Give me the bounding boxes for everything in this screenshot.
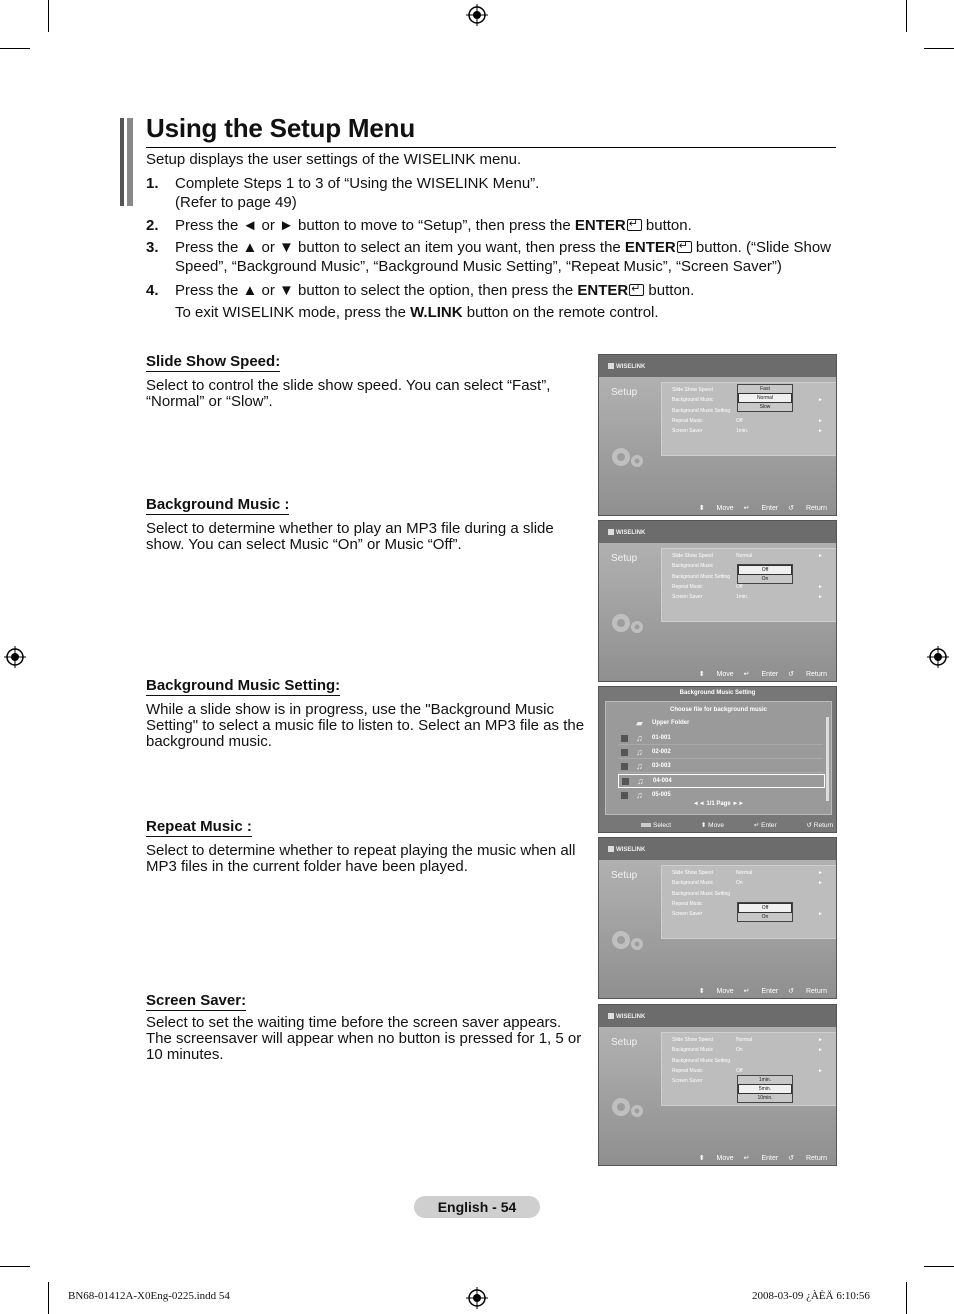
- setup-label: Setup: [611, 1037, 638, 1048]
- dropdown-option[interactable]: Off: [738, 565, 792, 575]
- crop-mark: [906, 0, 907, 32]
- move-label: Move: [716, 988, 734, 995]
- return-label: Return: [805, 671, 827, 678]
- option-dropdown[interactable]: [737, 1075, 793, 1103]
- enter-hint: ↵ Enter: [743, 988, 779, 995]
- file-row[interactable]: [618, 789, 823, 801]
- dropdown-option[interactable]: On: [761, 576, 769, 582]
- dropdown-option[interactable]: 10min.: [757, 1095, 773, 1101]
- menu-item-label: Slide Show Speed: [672, 553, 713, 559]
- wiselink-logo: WISELINK: [608, 363, 645, 370]
- step-number: 4.: [146, 282, 159, 299]
- move-label: Move: [716, 1155, 734, 1162]
- step-text: [175, 174, 539, 212]
- bgm-subtitle: Choose file for background music: [669, 707, 767, 713]
- enter-key: ENTER: [577, 282, 629, 299]
- menu-item-label: Repeat Music: [672, 1068, 703, 1074]
- menu-item-value: Normal: [736, 553, 753, 559]
- section-heading: Repeat Music :: [146, 818, 252, 835]
- crop-mark: [48, 1282, 49, 1314]
- page-indicator: ◄◄ 1/1 Page ►►: [692, 801, 745, 807]
- file-checkbox[interactable]: [621, 792, 628, 799]
- move-hint: ⬍ Move: [698, 671, 734, 678]
- setup-menu-panel: [661, 548, 837, 622]
- arrow-right-icon: ►: [818, 553, 823, 559]
- enter-key: ENTER: [574, 217, 626, 234]
- return-label: Return: [805, 988, 827, 995]
- select-button-icon: [641, 823, 651, 827]
- bgm-title: Background Music Setting: [679, 690, 756, 696]
- menu-item-label: Screen Saver: [672, 911, 703, 917]
- arrow-right-icon: ►: [818, 418, 823, 424]
- music-note-icon: ♫: [636, 790, 643, 800]
- file-row-selected[interactable]: [618, 774, 825, 788]
- menu-item-label: Repeat Music: [672, 418, 703, 424]
- bgm-setting-screen: [598, 686, 837, 833]
- file-checkbox[interactable]: [621, 749, 628, 756]
- dropdown-option[interactable]: Fast: [760, 386, 770, 392]
- music-note-icon: ♫: [636, 761, 643, 771]
- move-hint: ⬍ Move: [698, 1155, 734, 1162]
- setup-label: Setup: [611, 553, 638, 564]
- setup-screen-background-music: [598, 520, 837, 682]
- return-hint: ↺ Return: [788, 988, 827, 995]
- step-line: Complete Steps 1 to 3 of “Using the WISELINK Menu”.: [175, 175, 540, 192]
- bgm-file-panel: [605, 701, 832, 815]
- file-row[interactable]: [618, 732, 823, 745]
- section-heading: Slide Show Speed:: [146, 353, 281, 370]
- arrow-right-icon: ►: [818, 584, 823, 590]
- wiselink-logo: WISELINK: [608, 529, 645, 536]
- upper-folder-label: Upper Folder: [652, 720, 690, 726]
- menu-row[interactable]: [672, 428, 832, 434]
- upper-folder-row[interactable]: [618, 717, 823, 729]
- step-line: button.: [644, 282, 695, 299]
- title-rule: [146, 147, 836, 148]
- step-text: [175, 238, 835, 276]
- move-hint: ⬍ Move: [698, 988, 734, 995]
- crop-mark: [0, 1266, 30, 1267]
- step-line: (Refer to page 49): [175, 194, 297, 211]
- step-number: 1.: [146, 175, 159, 192]
- option-dropdown[interactable]: [737, 564, 793, 584]
- return-label: Return: [805, 505, 827, 512]
- crop-mark: [906, 1282, 907, 1314]
- crop-mark: [924, 48, 954, 49]
- menu-item-label: Background Music: [672, 563, 714, 569]
- move-hint: ⬍ Move: [698, 505, 734, 512]
- file-row[interactable]: [618, 746, 823, 759]
- enter-label: Enter: [761, 1155, 779, 1162]
- menu-row[interactable]: [672, 594, 832, 600]
- enter-icon: [629, 284, 644, 296]
- section-heading: Screen Saver:: [146, 992, 247, 1009]
- move-label: Move: [716, 671, 734, 678]
- arrow-right-icon: ►: [818, 594, 823, 600]
- enter-key: ENTER: [624, 239, 676, 256]
- enter-label: Enter: [761, 671, 779, 678]
- menu-item-label: Background Music: [672, 1047, 714, 1053]
- enter-hint: ↵ Enter: [743, 505, 779, 512]
- menu-row[interactable]: [672, 870, 832, 876]
- arrow-right-icon: ►: [818, 428, 823, 434]
- step-line: Press the ▲ or ▼ button to select the option, then press the: [175, 282, 578, 299]
- registration-mark-icon: [466, 1287, 488, 1309]
- music-note-icon: ♫: [636, 733, 643, 743]
- enter-hint: ↵ Enter: [743, 671, 779, 678]
- file-name: 01-001: [652, 735, 671, 741]
- file-name: 03-003: [652, 763, 671, 769]
- page-number-badge: English - 54: [414, 1196, 540, 1218]
- registration-mark-icon: [466, 4, 488, 26]
- crop-mark: [48, 0, 49, 32]
- wiselink-logo: WISELINK: [608, 846, 645, 853]
- menu-item-label: Background Music: [672, 397, 714, 403]
- menu-item-label: Background Music: [672, 880, 714, 886]
- menu-item-label: Slide Show Speed: [672, 870, 713, 876]
- gear-icon: [607, 437, 647, 477]
- option-dropdown[interactable]: [737, 902, 793, 922]
- crop-mark: [0, 48, 30, 49]
- step-line: button.: [641, 217, 692, 234]
- menu-item-value: On: [736, 880, 743, 886]
- scrollbar[interactable]: [826, 717, 829, 801]
- menu-row[interactable]: [672, 1058, 832, 1064]
- menu-item-value: Normal: [736, 1037, 753, 1043]
- menu-row[interactable]: [672, 418, 832, 424]
- step-line: Press the ◄ or ► button to move to “Setup”, then press the: [175, 217, 575, 234]
- gear-icon: [607, 1087, 647, 1127]
- step-text: [175, 216, 692, 235]
- section-text: Select to determine whether to repeat playing the music when all MP3 files in the current folder have been played.: [146, 842, 576, 875]
- menu-item-value: Off: [736, 584, 743, 590]
- step-line: To exit WISELINK mode, press the: [175, 304, 411, 321]
- file-name: 04-004: [653, 778, 672, 784]
- gear-icon: [607, 920, 647, 960]
- arrow-right-icon: ►: [818, 397, 823, 403]
- move-hint: ⬍ Move: [700, 822, 725, 829]
- section-text: While a slide show is in progress, use the "Background Music Setting" to select a music file to listen to. Select an MP3 file as the background music.: [146, 701, 585, 750]
- menu-item-value: On: [736, 1047, 743, 1053]
- setup-screen-screen-saver: [598, 1004, 837, 1166]
- menu-item-label: Screen Saver: [672, 594, 703, 600]
- folder-icon: ▰: [636, 718, 643, 728]
- enter-hint: ↵ Enter: [743, 1155, 779, 1162]
- wlink-key: W.LINK: [410, 304, 463, 321]
- timestamp-slug: 2008-03-09 ¿ÀÈÄ 6:10:56: [752, 1290, 870, 1302]
- step-text: [175, 281, 694, 322]
- title-bar-decoration: [127, 118, 133, 206]
- move-label: Move: [716, 505, 734, 512]
- arrow-right-icon: ►: [818, 1047, 823, 1053]
- file-checkbox[interactable]: [621, 735, 628, 742]
- step-number: 3.: [146, 239, 159, 256]
- menu-row[interactable]: [672, 1068, 832, 1074]
- enter-label: Enter: [761, 988, 779, 995]
- section-heading: Background Music :: [146, 496, 290, 513]
- dropdown-option[interactable]: 5min.: [738, 1084, 792, 1094]
- menu-row[interactable]: [672, 584, 832, 590]
- arrow-right-icon: ►: [818, 880, 823, 886]
- file-slug: BN68-01412A-X0Eng-0225.indd 54: [68, 1290, 230, 1302]
- menu-item-value: Off: [736, 418, 743, 424]
- dropdown-option[interactable]: 1min.: [758, 1077, 772, 1083]
- setup-label: Setup: [611, 387, 638, 398]
- return-label: Return: [813, 822, 834, 829]
- step-line: button. (“Slide Show: [691, 239, 832, 256]
- file-name: 02-002: [652, 749, 671, 755]
- select-hint: [641, 822, 685, 829]
- music-note-icon: ♫: [637, 776, 644, 786]
- intro-text: Setup displays the user settings of the WISELINK menu.: [146, 151, 522, 168]
- screen-footer: [689, 504, 827, 512]
- dropdown-option[interactable]: On: [761, 914, 769, 920]
- move-label: Move: [708, 822, 725, 829]
- section-text: Select to determine whether to play an MP3 file during a slide show. You can select Music “On” or Music “Off”.: [146, 520, 554, 553]
- menu-item-value: Off: [736, 1068, 743, 1074]
- arrow-right-icon: ►: [818, 1068, 823, 1074]
- enter-icon: [677, 241, 692, 253]
- menu-row[interactable]: [672, 1047, 832, 1053]
- screen-footer: [689, 1154, 827, 1162]
- step-number: 2.: [146, 217, 159, 234]
- menu-item-value: Normal: [736, 870, 753, 876]
- section-text: Select to set the waiting time before the screen saver appears. The screensaver will appear when no button is pressed for 1, 5 or 10 minutes.: [146, 1014, 582, 1063]
- music-note-icon: ♫: [636, 747, 643, 757]
- menu-row[interactable]: [672, 1037, 832, 1043]
- menu-item-label: Background Music Setting: [672, 1058, 731, 1064]
- menu-item-label: Background Music Setting: [672, 408, 731, 414]
- file-name: 05-005: [652, 792, 671, 798]
- enter-hint: ↵ Enter: [753, 822, 777, 829]
- screen-footer: [689, 987, 827, 995]
- step-line: Press the ▲ or ▼ button to select an item you want, then press the: [175, 239, 625, 256]
- gear-icon: [607, 603, 647, 643]
- arrow-right-icon: ►: [818, 1037, 823, 1043]
- crop-mark: [924, 1266, 954, 1267]
- file-checkbox[interactable]: [621, 763, 628, 770]
- setup-label: Setup: [611, 870, 638, 881]
- file-checkbox[interactable]: [622, 778, 629, 785]
- menu-item-value: 1min.: [736, 428, 749, 434]
- step-line: button on the remote control.: [462, 304, 659, 321]
- registration-mark-icon: [927, 646, 949, 668]
- registration-mark-icon: [4, 646, 26, 668]
- option-dropdown[interactable]: [737, 384, 793, 412]
- menu-item-value: 1min.: [736, 594, 749, 600]
- page-title: Using the Setup Menu: [146, 113, 416, 143]
- bgm-footer: [641, 821, 837, 829]
- dropdown-option[interactable]: Slow: [759, 404, 771, 410]
- menu-item-label: Slide Show Speed: [672, 1037, 713, 1043]
- setup-screen-repeat-music: [598, 837, 837, 999]
- return-label: Return: [805, 1155, 827, 1162]
- setup-menu-panel: [661, 865, 837, 939]
- screen-footer: [689, 670, 827, 678]
- enter-label: Enter: [761, 505, 779, 512]
- enter-label: Enter: [761, 822, 777, 829]
- return-hint: ↺ Return: [788, 505, 827, 512]
- menu-row[interactable]: [672, 891, 832, 897]
- arrow-right-icon: ►: [818, 911, 823, 917]
- setup-menu-panel: [661, 1032, 837, 1106]
- select-label: Select: [653, 822, 672, 829]
- wiselink-logo: WISELINK: [608, 1013, 645, 1020]
- return-hint: ↺ Return: [788, 1155, 827, 1162]
- menu-item-label: Background Music Setting: [672, 891, 731, 897]
- dropdown-option[interactable]: Off: [738, 903, 792, 913]
- setup-menu-panel: [661, 382, 837, 456]
- setup-screen-slide-show-speed: [598, 354, 837, 516]
- menu-item-label: Slide Show Speed: [672, 387, 713, 393]
- menu-item-label: Screen Saver: [672, 428, 703, 434]
- menu-row[interactable]: [672, 553, 832, 559]
- arrow-right-icon: ►: [818, 870, 823, 876]
- file-row[interactable]: [618, 760, 823, 773]
- menu-row[interactable]: [672, 880, 832, 886]
- menu-item-label: Screen Saver: [672, 1078, 703, 1084]
- title-bar-decoration: [120, 118, 124, 206]
- menu-item-label: Repeat Music: [672, 584, 703, 590]
- menu-item-label: Background Music Setting: [672, 574, 731, 580]
- section-text: Select to control the slide show speed. You can select “Fast”, “Normal” or “Slow”.: [146, 377, 551, 410]
- enter-icon: [627, 219, 642, 231]
- return-hint: ↺ Return: [806, 822, 834, 829]
- return-hint: ↺ Return: [788, 671, 827, 678]
- section-heading: Background Music Setting:: [146, 677, 341, 694]
- dropdown-option[interactable]: Normal: [738, 393, 792, 403]
- step-line: Speed”, “Background Music”, “Background Music Setting”, “Repeat Music”, “Screen Saver”): [175, 258, 782, 275]
- menu-item-label: Repeat Music: [672, 901, 703, 907]
